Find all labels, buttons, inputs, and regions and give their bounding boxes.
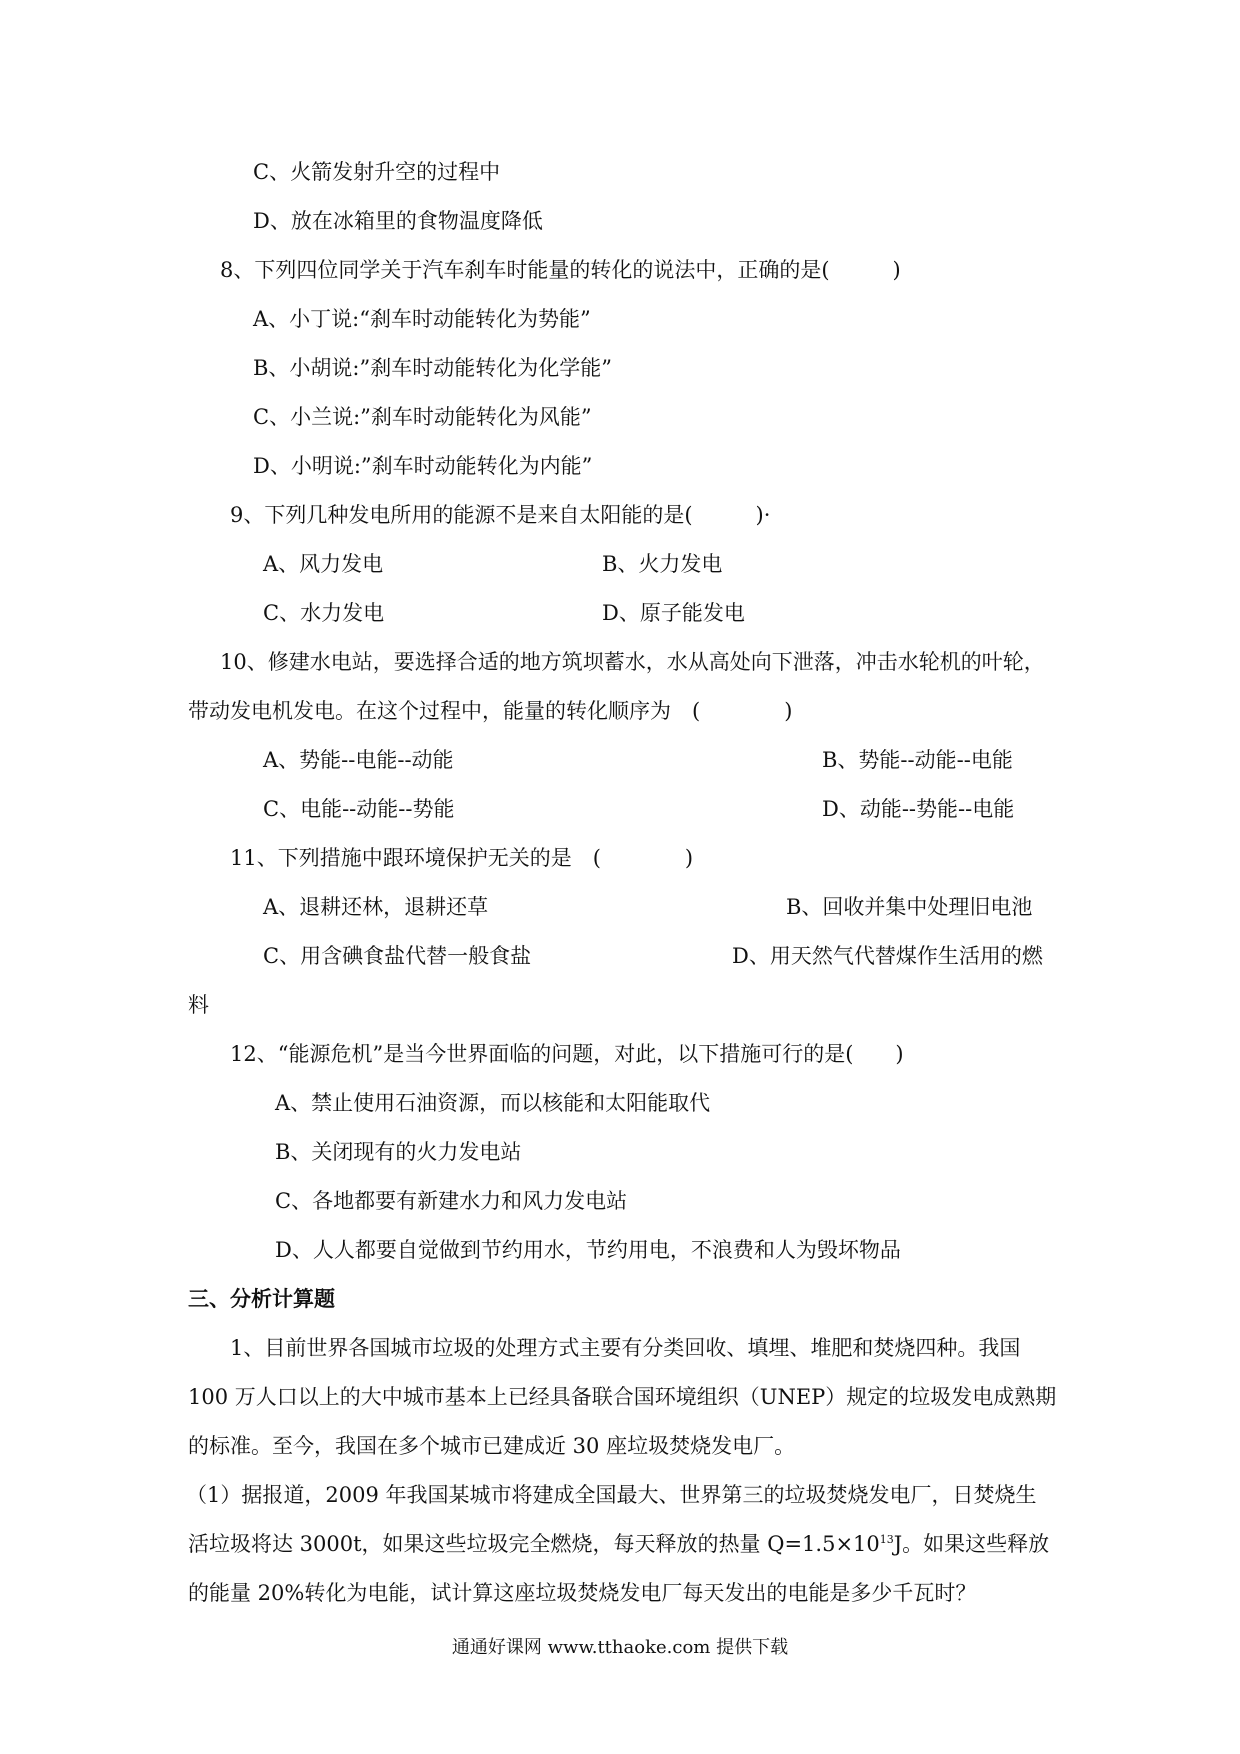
q10-option-c: C、电能--动能--势能 — [263, 797, 455, 821]
q12-option-d: D、人人都要自觉做到节约用水，节约用电，不浪费和人为毁坏物品 — [275, 1238, 901, 1262]
q11-option-d-continued: 料 — [188, 993, 209, 1017]
problem1-line3: 的标准。至今，我国在多个城市已建成近 30 座垃圾焚烧发电厂。 — [188, 1434, 796, 1458]
q11-option-c: C、用含碘食盐代替一般食盐 — [263, 944, 532, 968]
q8-option-d: D、小明说:”刹车时动能转化为内能” — [253, 454, 593, 478]
q11-stem: 11、下列措施中跟环境保护无关的是 ( ) — [230, 846, 694, 870]
problem1-part1-line3: 的能量 20%转化为电能，试计算这座垃圾焚烧发电厂每天发出的电能是多少千瓦时？ — [188, 1581, 977, 1605]
q9-option-b: B、火力发电 — [602, 552, 723, 576]
problem1-part1-line2-tail: J。如果这些释放 — [893, 1532, 1050, 1556]
page-footer: 通通好课网 www.tthaoke.com 提供下载 — [451, 1637, 789, 1658]
q11-option-b: B、回收并集中处理旧电池 — [786, 895, 1033, 919]
q8-stem: 8、下列四位同学关于汽车刹车时能量的转化的说法中，正确的是( ) — [220, 258, 901, 282]
q8-option-a: A、小丁说:“刹车时动能转化为势能” — [253, 307, 591, 331]
exponent: 13 — [879, 1533, 894, 1546]
q11-option-a: A、退耕还林，退耕还草 — [263, 895, 489, 919]
q7-option-d: D、放在冰箱里的食物温度降低 — [253, 209, 543, 233]
q10-option-d: D、动能--势能--电能 — [822, 797, 1015, 821]
q12-option-c: C、各地都要有新建水力和风力发电站 — [275, 1189, 628, 1213]
q10-option-a: A、势能--电能--动能 — [263, 748, 454, 772]
problem1-part1-line1: （1）据报道，2009 年我国某城市将建成全国最大、世界第三的垃圾焚烧发电厂，日焚烧生 — [186, 1483, 1037, 1507]
problem1-part1-line2 — [188, 1530, 1049, 1558]
q12-option-a: A、禁止使用石油资源，而以核能和太阳能取代 — [275, 1091, 711, 1115]
q7-option-c: C、火箭发射升空的过程中 — [253, 160, 501, 184]
q11-option-d: D、用天然气代替煤作生活用的燃 — [732, 944, 1043, 968]
q9-stem: 9、下列几种发电所用的能源不是来自太阳能的是( )· — [230, 503, 771, 527]
q12-option-b: B、关闭现有的火力发电站 — [275, 1140, 522, 1164]
q10-stem-line2: 带动发电机发电。在这个过程中，能量的转化顺序为 ( ) — [188, 699, 793, 723]
q9-option-d: D、原子能发电 — [602, 601, 745, 625]
q8-option-b: B、小胡说:”刹车时动能转化为化学能” — [253, 356, 612, 380]
problem1-line2: 100 万人口以上的大中城市基本上已经具备联合国环境组织（UNEP）规定的垃圾发电成熟期 — [188, 1385, 1057, 1409]
section-heading: 三、分析计算题 — [188, 1287, 335, 1311]
q10-stem-line1: 10、修建水电站，要选择合适的地方筑坝蓄水，水从高处向下泄落，冲击水轮机的叶轮， — [220, 650, 1045, 674]
q8-option-c: C、小兰说:”刹车时动能转化为风能” — [253, 405, 592, 429]
problem1-part1-line2-text: 活垃圾将达 3000t，如果这些垃圾完全燃烧，每天释放的热量 Q=1.5×10 — [188, 1532, 880, 1556]
q10-option-b: B、势能--动能--电能 — [822, 748, 1013, 772]
q9-option-a: A、风力发电 — [263, 552, 384, 576]
q9-option-c: C、水力发电 — [263, 601, 385, 625]
q12-stem: 12、“能源危机”是当今世界面临的问题，对此，以下措施可行的是( ) — [230, 1042, 904, 1066]
problem1-line1: 1、目前世界各国城市垃圾的处理方式主要有分类回收、填埋、堆肥和焚烧四种。我国 — [230, 1336, 1021, 1360]
